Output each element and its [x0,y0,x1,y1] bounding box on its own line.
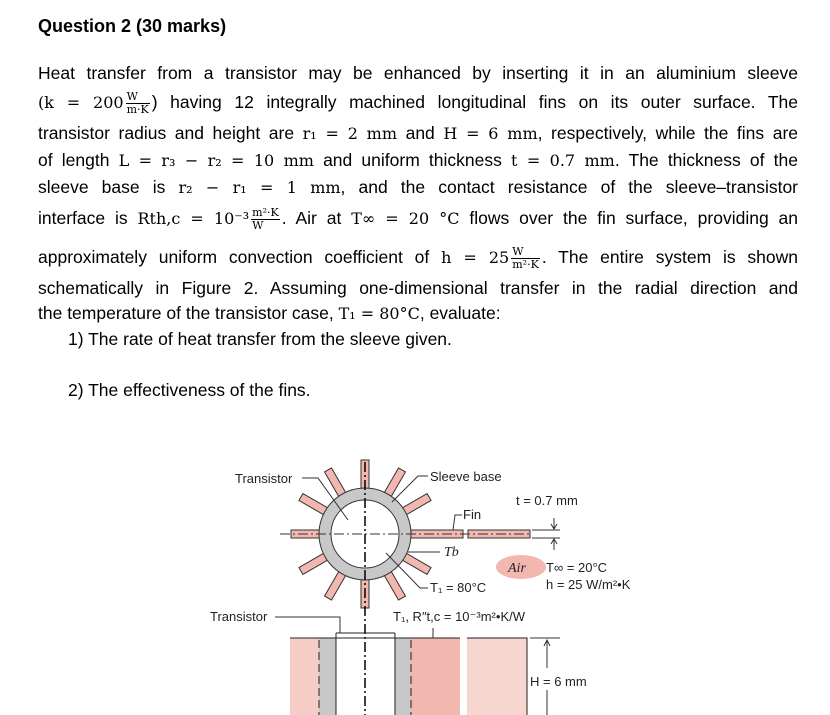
label-transistor-top: Transistor [235,471,293,486]
text-segment: schematically in Figure 2. Assuming one-dimensional transfer in the radial direction and [38,278,798,298]
question-title: Question 2 (30 marks) [38,16,227,36]
math-expression: t = 0.7 mm [511,151,615,170]
fraction-den: m·K [126,103,149,116]
label-tb: Tb [444,545,459,560]
text-segment: transistor radius and height are [38,123,303,143]
label-thickness: t = 0.7 mm [516,493,578,508]
label-transistor-side: Transistor [210,609,268,624]
text-segment: . Air at [281,208,352,229]
math-expression: L = r₃ − r₂ = 10 mm [118,151,314,170]
math-expression: r₂ − r₁ = 1 mm [178,178,341,197]
fraction-num: W [126,91,150,104]
label-fin: Fin [463,507,482,522]
text-segment: , evaluate: [419,303,501,323]
math-expression: Rth,c = 10⁻³ [137,209,250,229]
label-sleeve-base: Sleeve base [430,469,502,484]
text-segment: of length [38,150,119,170]
math-expression: h = 25 [441,248,510,268]
fraction-num: W [511,246,540,259]
text-segment: . The entire system is shown [541,247,798,268]
text-segment: sleeve base is [38,177,179,197]
text-segment: approximately uniform convection coefficient of [38,247,442,268]
text-segment: flows over the fin surface, providing an [459,208,799,229]
text-segment: and uniform thickness [313,150,512,170]
text-segment: interface is [38,208,138,229]
text-segment: and [397,123,444,143]
label-height: H = 6 mm [530,674,587,689]
text-segment: . The thickness of the [614,150,799,170]
fraction-den: m²·K [512,258,539,271]
label-t-inf: T∞ = 20°C [546,560,608,575]
label-air: Air [508,561,526,576]
fraction-den: W [252,219,264,232]
label-h: h = 25 W/m²•K [546,577,631,592]
math-expression: r₁ = 2 mm [302,124,398,143]
math-expression: k = 200 [44,93,124,113]
math-expression: T₁ = 80°C [338,304,420,323]
text-segment: , respectively, while the fins are [537,123,799,143]
math-expression: ( [38,93,45,113]
math-expression: T∞ = 20 °C [351,209,460,229]
text-segment: , and the contact resistance of the sleeve–transistor [340,177,799,197]
label-t1: T₁ = 80°C [430,580,487,595]
math-expression: H = 6 mm [443,124,538,143]
text-segment: the temperature of the transistor case, [38,303,339,323]
fraction-num: m²·K [252,206,279,219]
text-segment: Heat transfer from a transistor may be enhanced by inserting it in an aluminium sleeve [38,63,798,83]
list-item-1: 1) The rate of heat transfer from the sleeve given. [68,329,452,349]
text-segment: ) having 12 integrally machined longitudinal fins on its outer surface. The [151,92,798,113]
list-item-2: 2) The effectiveness of the fins. [68,380,311,400]
label-contact-resistance: T₁, R″t,c = 10⁻³m²•K/W [393,609,525,624]
